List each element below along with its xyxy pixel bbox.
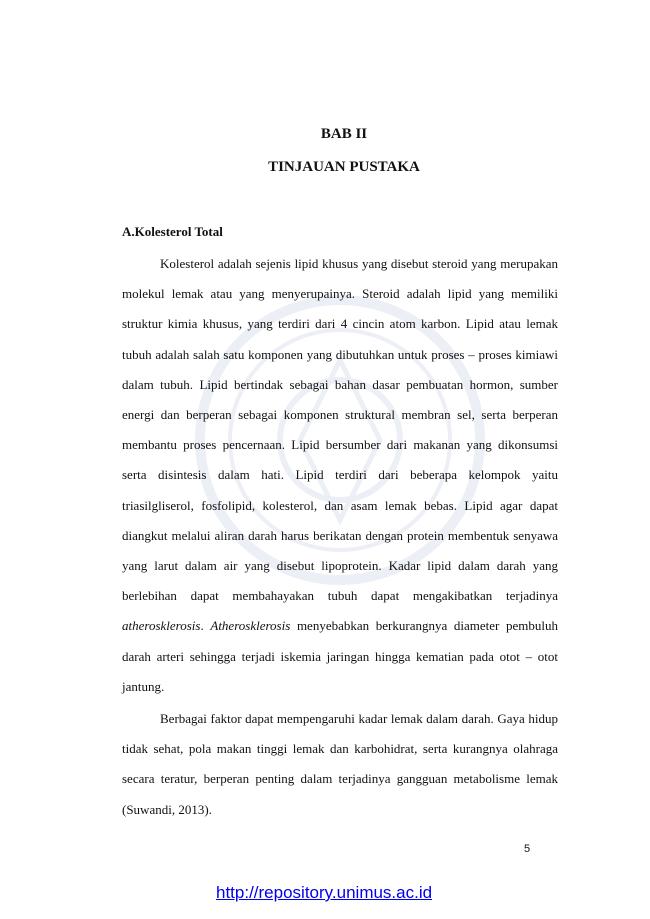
paragraph-1-text-a: Kolesterol adalah sejenis lipid khusus yang disebut steroid yang merupakan molekul lemak atau yang menyerupainya. Steroid adalah lipid yang memiliki struktur kimia khusus, yang terdiri dari 4 cincin atom karbon. Lipid atau lemak tubuh adalah salah satu komponen yang dibutuhkan untuk proses – proses kimiawi dalam tubuh. Lipid bertindak sebagai bahan dasar pembuatan hormon, sumber energi dan berperan sebagai komponen struktural membran sel, serta berperan membantu proses pencernaan. Lipid bersumber dari makanan yang dikonsumsi serta disintesis dalam hati. Lipid terdiri dari beberapa kelompok yaitu triasilgliserol, fosfolipid, kolesterol, dan asam lemak bebas. Lipid agar dapat diangkut melalui aliran darah harus berikatan dengan protein membentuk senyawa yang larut dalam air yang disebut lipoprotein. Kadar lipid dalam darah yang berlebihan dapat membahayakan tubuh dapat mengakibatkan terjadinya: [122, 256, 558, 604]
paragraph-1-term-b: Atherosklerosis: [210, 618, 291, 634]
paragraph-1: [122, 249, 558, 702]
paragraph-2-text: Berbagai faktor dapat mempengaruhi kadar lemak dalam darah. Gaya hidup tidak sehat, pola makan tinggi lemak dan karbohidrat, serta kurangnya olahraga secara teratur, berperan penting dalam terjadinya gangguan metabolisme lemak (Suwandi, 2013).: [122, 711, 558, 817]
chapter-label: BAB II: [320, 126, 368, 142]
section-heading: A.Kolesterol Total: [122, 224, 223, 239]
page-number: 5: [524, 843, 531, 855]
repository-link[interactable]: http://repository.unimus.ac.id: [216, 883, 433, 902]
paragraph-1-term-a: atherosklerosis: [122, 618, 201, 634]
chapter-title: TINJAUAN PUSTAKA: [268, 159, 420, 175]
paragraph-1-text-b: menyebabkan berkurangnya diameter pembuluh darah arteri sehingga terjadi iskemia jaringan hingga kematian pada otot – otot jantung.: [122, 618, 558, 694]
paragraph-1-separator: .: [200, 618, 211, 634]
paragraph-2: [122, 704, 558, 825]
